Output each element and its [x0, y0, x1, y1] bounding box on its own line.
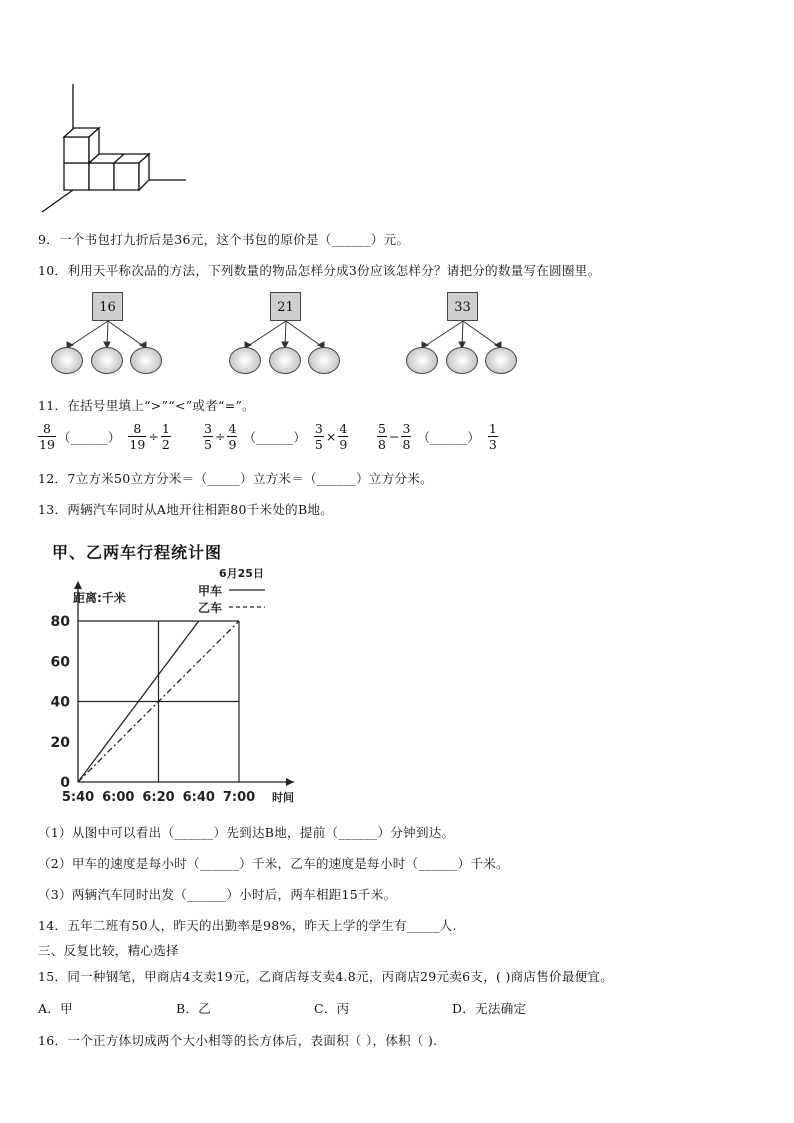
question-9-number: 9．	[38, 232, 60, 247]
x-axis-arrow	[286, 778, 294, 786]
answer-circle[interactable]	[51, 347, 83, 374]
fraction: $\frac{8}{19}$	[39, 421, 55, 452]
y-axis-label: 距离:千米	[73, 591, 126, 605]
comparison-blank[interactable]: （______）	[57, 429, 121, 445]
comparison-blank[interactable]: （______）	[243, 429, 306, 445]
operator: ÷	[148, 429, 159, 444]
x-tick-label: 7:00	[222, 790, 256, 805]
answer-circle[interactable]	[446, 347, 478, 374]
question-12-number: 12．	[38, 471, 68, 486]
cube-stack-figure	[38, 82, 194, 216]
question-13-number: 13．	[38, 502, 68, 517]
fraction: $\frac{5}{8}$	[378, 421, 386, 452]
question-9	[38, 230, 409, 248]
answer-circle[interactable]	[308, 347, 340, 374]
question-14-number: 14．	[38, 918, 68, 933]
question-11-number: 11．	[38, 398, 68, 413]
fraction: $\frac{4}{9}$	[228, 421, 237, 452]
question-11-text: 在括号里填上“>”“<”或者“=”。	[67, 398, 255, 413]
quantity-box-16: 16	[92, 292, 123, 321]
cube-front-2	[89, 163, 114, 190]
operator: ÷	[214, 429, 226, 444]
fraction: $\frac{1}{3}$	[488, 421, 497, 452]
chart-date: 6月25日	[219, 567, 264, 580]
question-16-number: 16．	[38, 1033, 68, 1048]
travel-line-chart	[44, 560, 314, 810]
question-13-sub3: （3）两辆汽车同时出发（______）小时后，两车相距15千米。	[38, 887, 397, 902]
answer-circle[interactable]	[406, 347, 438, 374]
option-a[interactable]: A．甲	[38, 1001, 73, 1016]
question-15	[38, 967, 613, 985]
question-14-text: 五年二班有50人，昨天的出勤率是98%，昨天上学的学生有_____人.	[67, 918, 457, 933]
cube-front-3	[114, 163, 139, 190]
question-15-number: 15．	[38, 969, 68, 984]
y-tick-label: 40	[50, 694, 70, 711]
fraction: $\frac{3}{5}$	[204, 421, 212, 452]
question-16	[38, 1031, 437, 1049]
option-d[interactable]: D．无法确定	[452, 1001, 527, 1016]
x-tick-label: 6:00	[102, 790, 135, 805]
fraction: $\frac{3}{5}$	[314, 421, 323, 452]
quantity-box-33: 33	[447, 292, 478, 321]
x-axis-label: 时间	[272, 791, 294, 804]
answer-circle[interactable]	[269, 347, 301, 374]
fraction: $\frac{3}{8}$	[402, 421, 411, 452]
y-tick-label: 0	[60, 775, 70, 791]
fraction: $\frac{4}{9}$	[339, 421, 348, 452]
cube-front-upper	[64, 137, 89, 163]
legend-label: 乙车	[198, 601, 223, 615]
question-13-sub2: （2）甲车的速度是每小时（______）千米，乙车的速度是每小时（______）千米。	[38, 856, 509, 871]
question-15-text: 同一种钢笔，甲商店4支卖19元，乙商店每支卖4.8元，丙商店29元卖6支，( )商店售价最便宜。	[67, 969, 614, 984]
x-tick-label: 5:40	[61, 790, 95, 805]
diagonal-axis-line	[42, 190, 73, 212]
option-c[interactable]: C．丙	[314, 1001, 350, 1016]
answer-circle[interactable]	[229, 347, 261, 374]
x-tick-label: 6:40	[182, 790, 215, 805]
cube-front-1	[64, 163, 89, 190]
chart-title: 甲、乙两车行程统计图	[52, 543, 223, 562]
question-9-text: 一个书包打九折后是36元，这个书包的原价是（______）元。	[59, 232, 410, 247]
legend-label: 甲车	[198, 584, 223, 598]
answer-circle[interactable]	[130, 347, 162, 374]
y-axis-arrow	[74, 581, 82, 589]
y-tick-label: 20	[50, 734, 70, 751]
question-13	[38, 500, 333, 518]
section-title: 三、反复比较，精心选择	[38, 943, 179, 958]
operator: ×	[325, 429, 337, 444]
fraction: $\frac{8}{19}$	[129, 421, 146, 452]
question-11	[38, 396, 255, 414]
question-12-text: 7立方米50立方分米＝（_____）立方米＝（______）立方分米。	[67, 471, 433, 486]
question-14	[38, 916, 457, 934]
question-10-number: 10．	[38, 263, 68, 278]
answer-circle[interactable]	[91, 347, 123, 374]
question-12	[38, 469, 433, 487]
comparison-3	[377, 421, 498, 452]
quantity-box-21: 21	[270, 292, 301, 321]
question-10-text: 利用天平称次品的方法，下列数量的物品怎样分成3份应该怎样分？请把分的数量写在圆圈里。	[67, 263, 601, 278]
question-13-text: 两辆汽车同时从A地开往相距80千米处的B地。	[67, 502, 334, 517]
answer-circle[interactable]	[485, 347, 517, 374]
question-16-text: 一个正方体切成两个大小相等的长方体后，表面积（ ），体积（ ).	[67, 1033, 438, 1048]
fraction: $\frac{1}{2}$	[161, 421, 170, 452]
y-tick-label: 80	[50, 614, 70, 630]
x-tick-label: 6:20	[142, 790, 175, 805]
operator: −	[388, 429, 400, 444]
comparison-blank[interactable]: （______）	[417, 429, 480, 445]
question-13-sub1: （1）从图中可以看出（______）先到达B地，提前（______）分钟到达。	[38, 825, 455, 840]
y-tick-label: 60	[50, 654, 70, 671]
comparison-2	[203, 421, 348, 452]
comparison-1	[38, 421, 171, 452]
question-10	[38, 261, 600, 279]
option-b[interactable]: B．乙	[176, 1001, 212, 1016]
